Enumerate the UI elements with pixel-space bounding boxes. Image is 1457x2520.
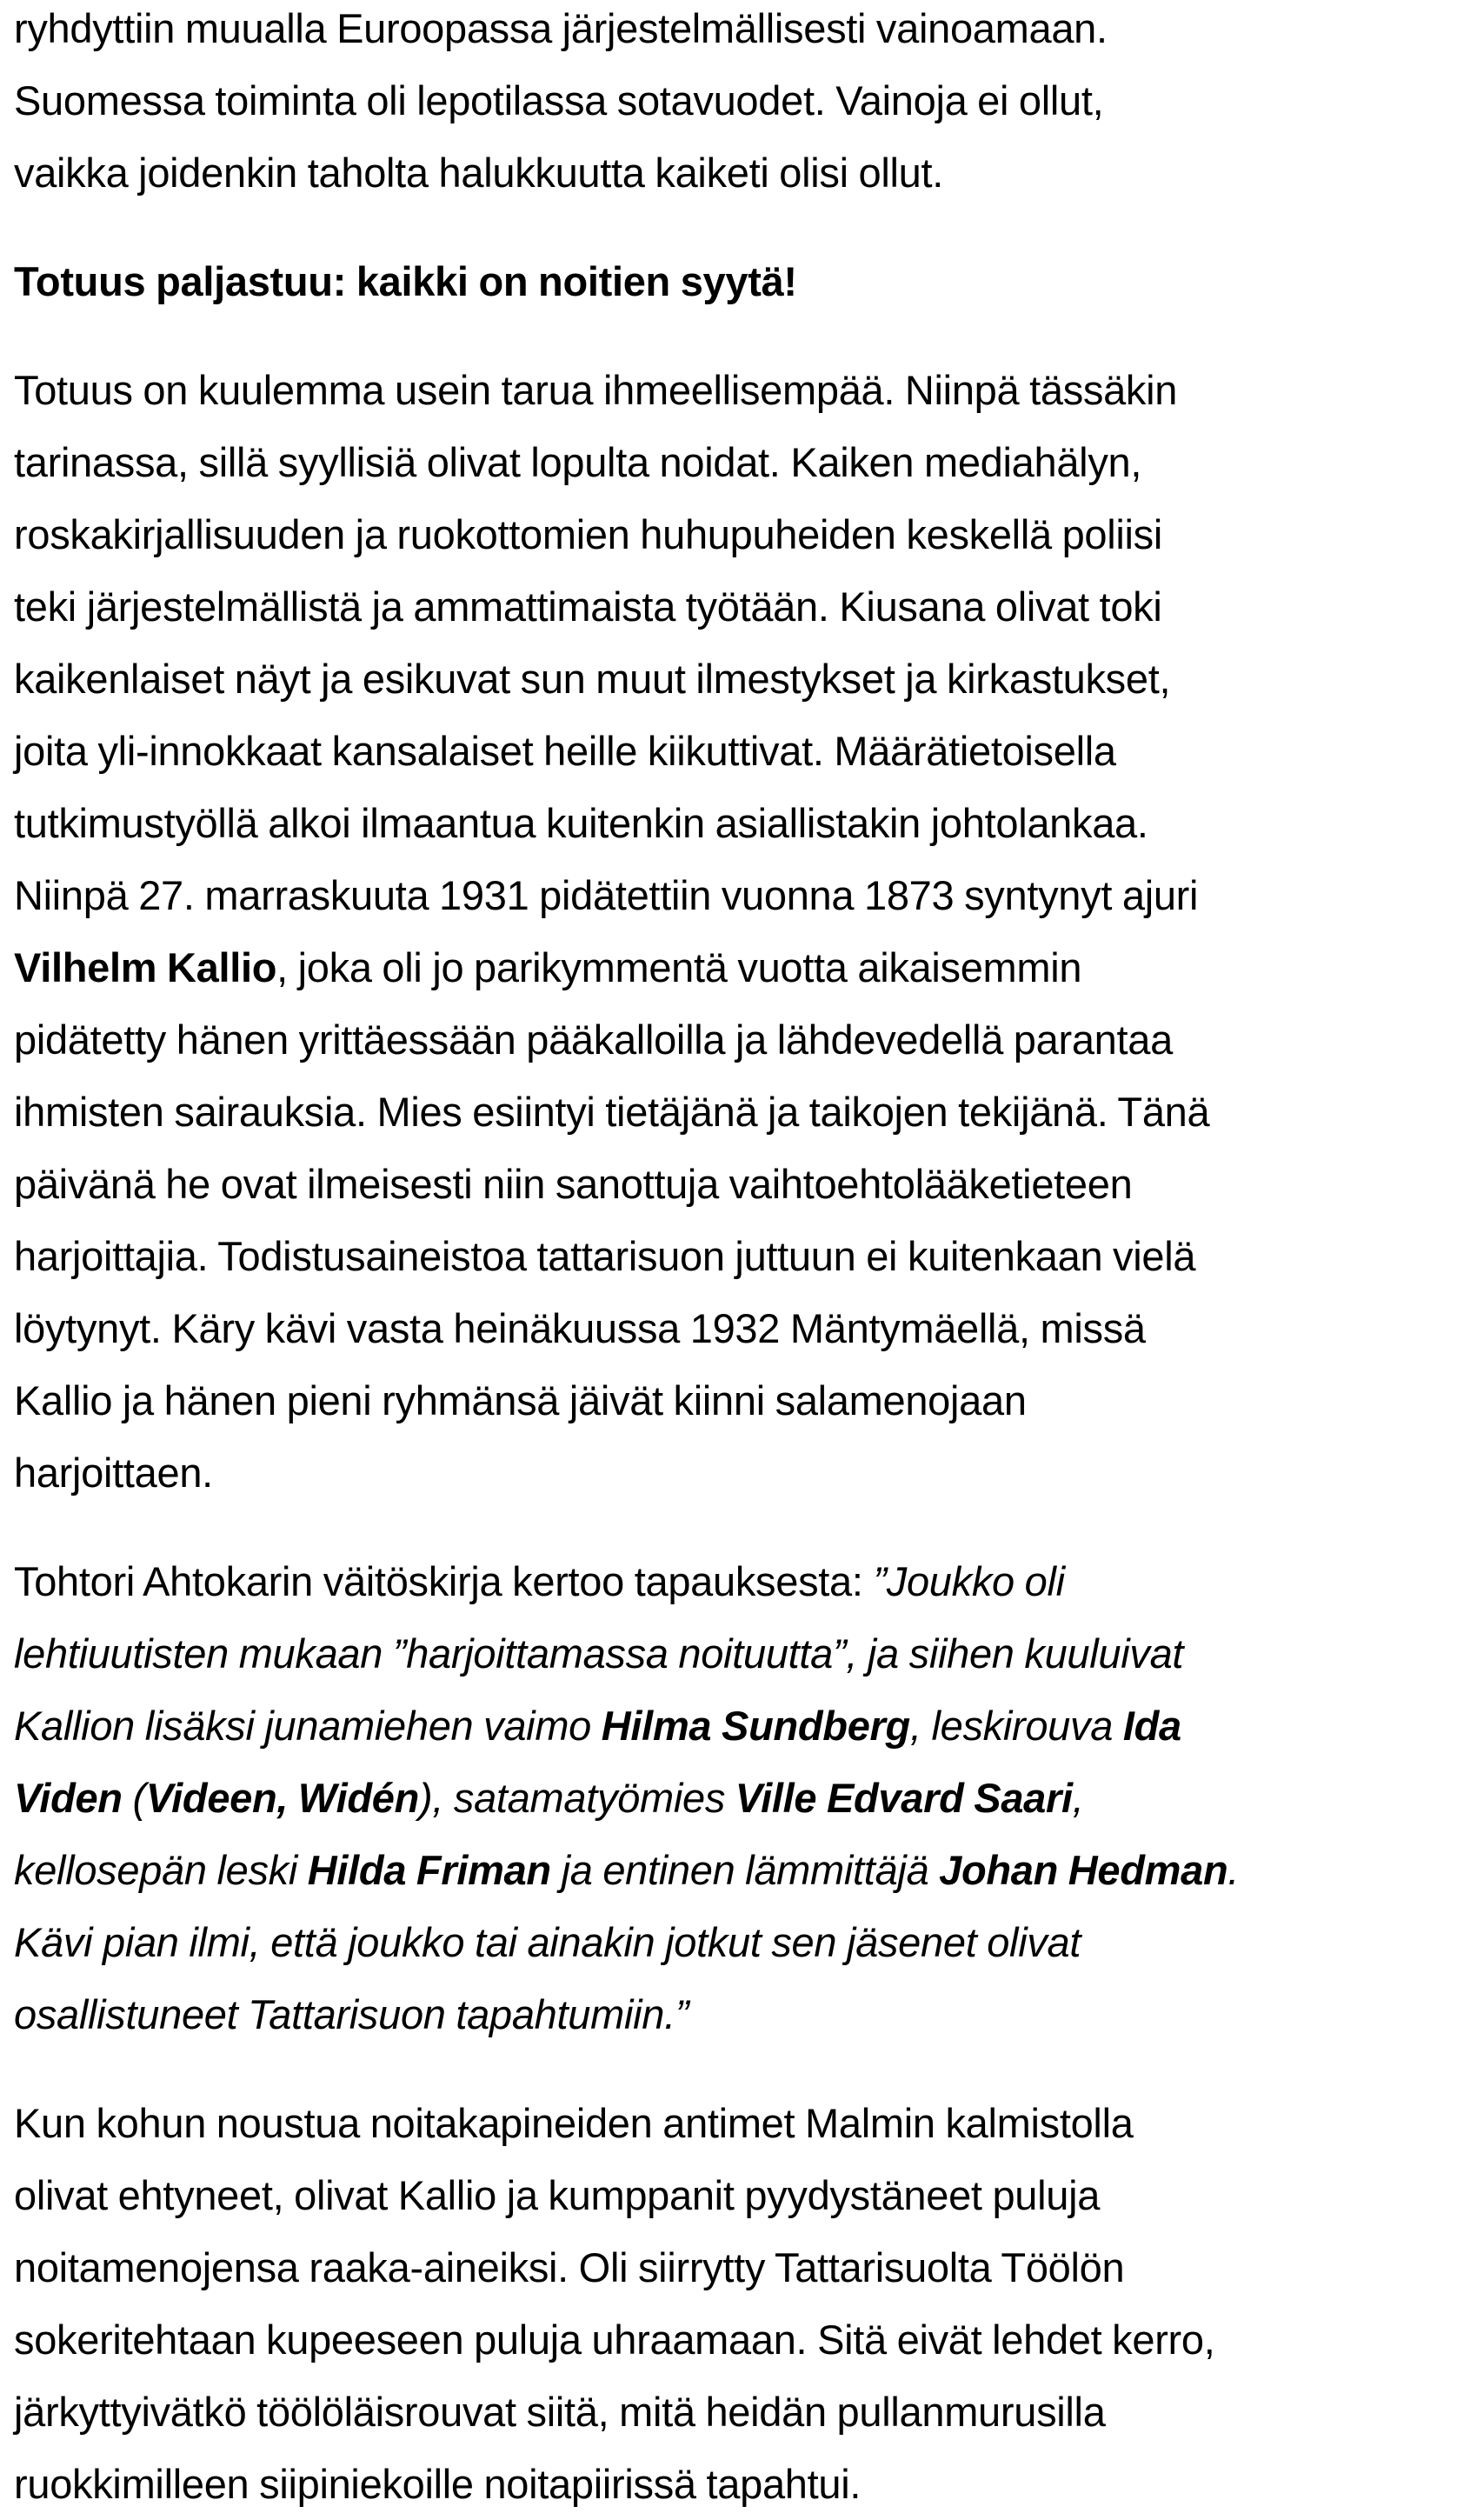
quote-text: ), satamatyömies	[419, 1775, 735, 1821]
bold-name-hilma-sundberg: Hilma Sundberg	[601, 1703, 910, 1749]
section-heading: Totuus paljastuu: kaikki on noitien syytä!	[14, 258, 797, 304]
quote-text: ja entinen lämmittäjä	[550, 1847, 940, 1893]
paragraph-text: , joka oli jo parikymmentä vuotta aikaisemmin pidätetty hänen yrittäessään pääkalloilla ja lähdevedellä parantaa ihmisten sairauksia. Mies esiintyi tietäjänä ja taikojen tekijänä. Tänä päivänä he ovat ilmeisesti niin sanottuja vaihtoehtolääketieteen harjoittajia. Todistusaineistoa tattarisuon juttuun ei kuitenkaan vielä löytynyt. Käry kävi vasta heinäkuussa 1932 Mäntymäellä, missä Kallio ja hänen pieni ryhmänsä jäivät kiinni salamenojaan harjoittaen.	[14, 944, 1210, 1496]
bold-name-johan-hedman: Johan Hedman	[939, 1847, 1228, 1893]
paragraph-dissertation-quote	[14, 1545, 1448, 2050]
quote-text: , kellosepän leski	[14, 1775, 1084, 1893]
document-page	[14, 0, 1448, 2520]
bold-name-ville-edvard-saari: Ville Edvard Saari	[735, 1775, 1073, 1821]
paragraph-text: Totuus on kuulemma usein tarua ihmeellisempää. Niinpä tässäkin tarinassa, sillä syyllisiä olivat lopulta noidat. Kaiken mediahälyn, roskakirjallisuuden ja ruokottomien huhupuheiden keskellä poliisi teki järjestelmällistä ja ammattimaista työtään. Kiusana olivat toki kaikenlaiset näyt ja esikuvat sun muut ilmestykset ja kirkastukset, joita yli-innokkaat kansalaiset heille kiikuttivat. Määrätietoisella tutkimustyöllä alkoi ilmaantua kuitenkin asiallistakin johtolankaa. Niinpä 27. marraskuuta 1931 pidätettiin vuonna 1873 syntynyt ajuri	[14, 367, 1199, 918]
quote-text: ”Joukko oli lehtiuutisten mukaan ”harjoittamassa noituutta”, ja siihen kuuluivat Kallion lisäksi junamiehen vaimo	[14, 1558, 1184, 1749]
quote-text: , leskirouva	[909, 1703, 1123, 1749]
quote-text: . Kävi pian ilmi, että joukko tai ainakin jotkut sen jäsenet olivat osallistuneet Tattarisuon tapahtumiin.”	[14, 1847, 1240, 2037]
paragraph-persecution: ryhdyttiin muualla Euroopassa järjestelmällisesti vainoamaan. Suomessa toiminta oli lepotilassa sotavuodet. Vainoja ei ollut, vaikka joidenkin taholta halukkuutta kaiketi olisi ollut.	[14, 5, 1108, 196]
paragraph-investigation	[14, 354, 1448, 1509]
bold-name-hilda-friman: Hilda Friman	[307, 1847, 551, 1893]
bold-name-ida-viden: Ida Viden	[14, 1703, 1181, 1821]
bold-name-vilhelm-kallio: Vilhelm Kallio	[14, 944, 277, 990]
quote-text: (	[122, 1775, 146, 1821]
paragraph-pigeons: Kun kohun noustua noitakapineiden antimet Malmin kalmistolla olivat ehtyneet, olivat Kallio ja kumppanit pyydystäneet puluja noitamenojensa raaka-aineiksi. Oli siirrytty Tattarisuolta Töölön sokeritehtaan kupeeseen puluja uhraamaan. Sitä eivät lehdet kerro, järkyttyivätkö töölöläisrouvat siitä, mitä heidän pullanmurusilla ruokkimilleen siipiniekoille noitapiirissä tapahtui.	[14, 2100, 1215, 2507]
bold-name-videen-widen: Videen, Widén	[145, 1775, 419, 1821]
paragraph-text: Tohtori Ahtokarin väitöskirja kertoo tapauksesta:	[14, 1558, 874, 1604]
